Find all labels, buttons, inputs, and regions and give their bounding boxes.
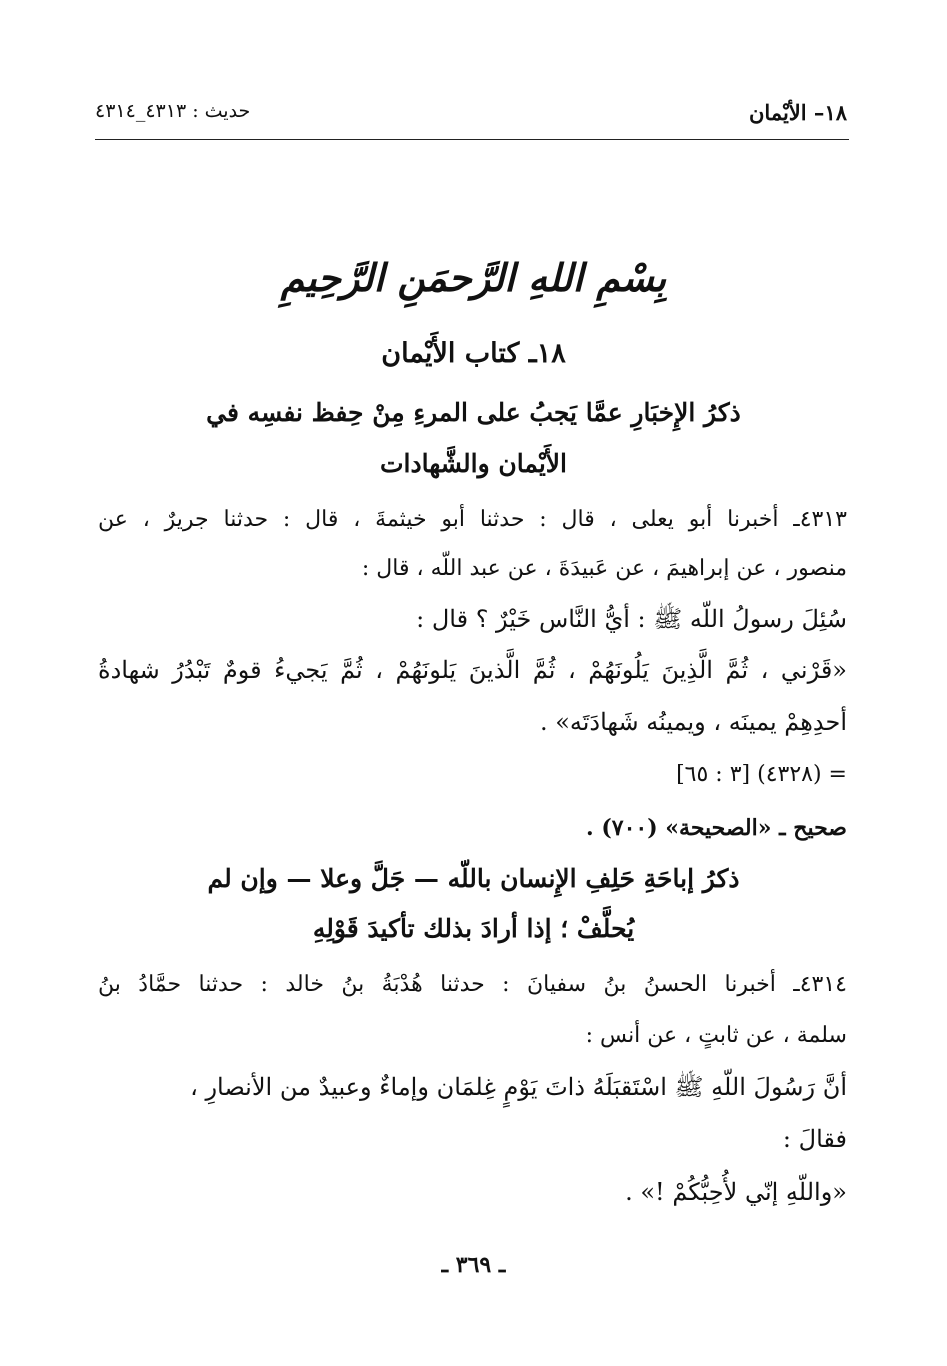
section2-heading-line2: يُحلَّفْ ؛ إذا أرادَ بذلك تأكيدَ قَوْلِهِ [312, 914, 635, 943]
hadith-4314-matn-line1: أنَّ رَسُولَ اللّهِ ﷺ اسْتَقبَلَهُ ذاتَ يَوْمٍ غِلمَان وإماءٌ وعبيدٌ من الأنصارِ ، [190, 1073, 847, 1101]
hadith-4313-isnad-line1: ٤٣١٣ـ أخبرنا أبو يعلى ، قال : حدثنا أبو خيثمةَ ، قال : حدثنا جريرٌ ، عن [98, 507, 847, 532]
hadith-4314-matn-line2: فقالَ : [782, 1125, 847, 1153]
page-number: ـ ٣٦٩ ـ [441, 1252, 506, 1278]
header-rule [95, 139, 849, 140]
hadith-4313-isnad-line2: منصور ، عن إبراهيمَ ، عن عَبيدَةَ ، عن عبد اللّه ، قال : [361, 556, 847, 581]
hadith-4313-matn-line2: «قَرْني ، ثُمَّ الَّذِينَ يَلُونَهُمْ ، ثُمَّ الَّذينَ يَلونَهُمْ ، ثُمَّ يَجيءُ قومٌ تَبْدُرُ شهادةُ [98, 656, 847, 684]
hadith-4313-matn-line1: سُئِلَ رسولُ اللّه ﷺ : أيُّ النَّاس خَيْرٌ ؟ قال : [416, 605, 847, 633]
hadith-4314-isnad-line2: سلمة ، عن ثابتٍ ، عن أنس : [585, 1023, 847, 1048]
hadith-4314-matn-line3: «واللّهِ إنّي لأُحِبُّكُمْ !» . [625, 1178, 847, 1206]
basmala-calligraphy: بِسْمِ اللهِ الرَّحمَنِ الرَّحِيمِ [280, 255, 667, 300]
section1-heading-line2: الأَيْمان والشَّهادات [380, 449, 567, 478]
hadith-4313-matn-line3: أحدِهِمْ يمينَه ، ويمينُه شَهادَتَه» . [539, 708, 847, 736]
book-heading: ١٨ـ كتاب الأَيْمان [381, 338, 566, 369]
hadith-4313-reference: = (٤٣٢٨) [٣ : ٦٥] [676, 762, 847, 787]
hadith-4314-isnad-line1: ٤٣١٤ـ أخبرنا الحسنُ بنُ سفيانَ : حدثنا هُدْبَةُ بنُ خالد : حدثنا حمَّادُ بنُ [98, 972, 847, 997]
hadith-4313-grading: صحيح ـ «الصحيحة» (٧٠٠) . [586, 815, 847, 841]
section2-heading-line1: ذكرُ إباحَةِ حَلِفِ الإِنسان باللّه — جَلَّ وعلا — وإن لم [207, 864, 740, 893]
running-header-hadith-range: حديث : ٤٣١٣_٤٣١٤ [95, 100, 251, 122]
running-header-book-title: ١٨– الأيْمان [749, 100, 847, 125]
section1-heading-line1: ذكرُ الإِخبَارِ عمَّا يَجبُ على المرءِ مِنْ حِفظ نفسِه في [206, 398, 741, 427]
